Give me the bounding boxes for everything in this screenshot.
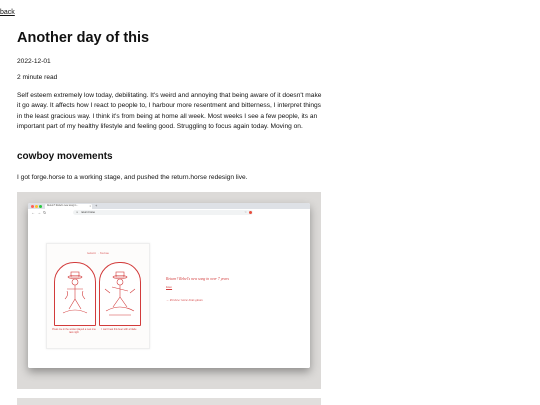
poster-caption-left: Press me in the socket played a new one last night [52, 328, 96, 335]
minimize-window-icon [35, 205, 38, 208]
site-preview-link: → Preview: horse hints gloom [166, 298, 203, 302]
bookmark-star-icon: ☆ [244, 210, 247, 214]
tab-title: Return? Rebel's new song in... [47, 205, 79, 207]
site-info-icon: ⊙ [76, 211, 79, 214]
webpage-content [28, 216, 310, 368]
poster-image [46, 243, 150, 349]
section-text: I got forge.horse to a working stage, and pushed the return.horse redesign live. [17, 174, 248, 181]
poster-arch-left [54, 262, 96, 326]
post-date: 2022-12-01 [17, 58, 51, 65]
post-title: Another day of this [17, 30, 150, 46]
post-paragraph: Self esteem extremely low today, debilitating. It's weird and annoying that being aware of it doesn't make it go away. It affects how I react to people to, I harbour more resentment and bitterness, I interpret things in the least gracious way. I think it's from being at home all week. Most weeks I see a few people, its an important part of my healthy lifestyle and feeling good. Struggling to focus again today. Moving on. [17, 92, 322, 130]
section-heading: cowboy movements [17, 151, 113, 162]
read-time: 2 minute read [17, 74, 58, 81]
site-small-link: listen [166, 286, 173, 289]
next-screenshot-partial [17, 398, 321, 405]
poster-title: return · horse [86, 251, 110, 255]
extension-icon [249, 211, 252, 214]
poster-caption-right: I can't beat this beer with a blade [101, 328, 137, 331]
browser-back-icon: ← [31, 210, 35, 215]
site-headline: Return? Rebel's new song in over 7 years [166, 277, 229, 281]
browser-forward-icon: → [37, 210, 41, 215]
maximize-window-icon [39, 205, 42, 208]
horse-rider-illustration-icon [100, 269, 140, 319]
address-url: return.horse [81, 211, 95, 214]
browser-window [28, 203, 310, 368]
poster-arch-right [99, 262, 141, 326]
back-link[interactable]: back [0, 9, 15, 16]
new-tab-icon: + [95, 203, 98, 208]
tab-close-icon: × [89, 205, 91, 208]
address-bar [73, 210, 253, 215]
browser-reload-icon: ↻ [43, 210, 47, 215]
close-window-icon [31, 205, 34, 208]
embedded-screenshot [17, 192, 321, 389]
cowboy-illustration-icon [55, 269, 95, 319]
